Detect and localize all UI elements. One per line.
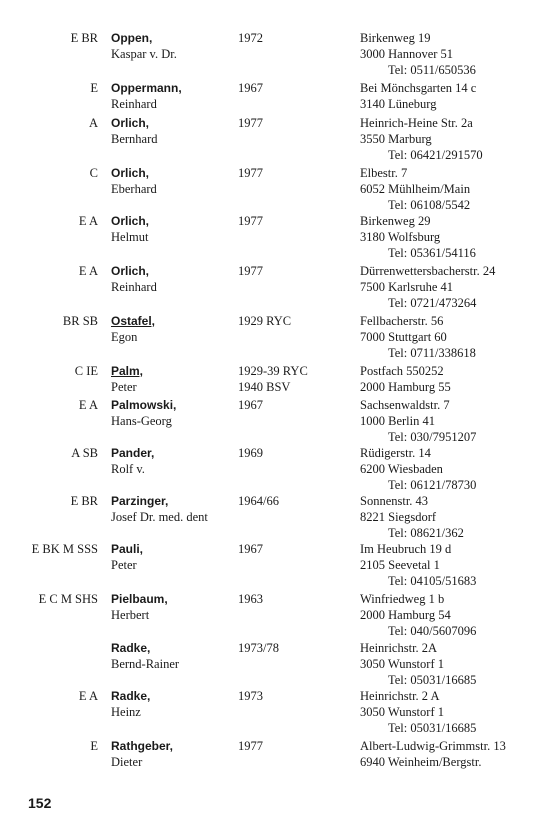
directory-entry [0, 165, 545, 212]
address [360, 80, 476, 112]
surname: Palmowski, [111, 398, 177, 412]
membership-codes: E [90, 81, 98, 95]
address-line: 2105 Seevetal 1 [360, 558, 440, 572]
address-line: 3050 Wunstorf 1 [360, 705, 444, 719]
member-name [111, 591, 168, 623]
address-line: 1000 Berlin 41 [360, 414, 435, 428]
member-name [111, 80, 182, 112]
directory-entry [0, 30, 545, 77]
given-name: Rolf v. [111, 462, 145, 476]
address [360, 397, 476, 445]
member-name [111, 213, 149, 245]
year-line: 1929 RYC [238, 314, 292, 328]
telephone: Tel: 05361/54116 [388, 246, 476, 260]
given-name: Heinz [111, 705, 141, 719]
address [360, 688, 476, 736]
address [360, 313, 476, 361]
address-line: Rüdigerstr. 14 [360, 446, 431, 460]
membership-codes: E BK M SSS [31, 542, 98, 556]
given-name: Hans-Georg [111, 414, 172, 428]
address-line: Dürrenwettersbacherstr. 24 [360, 264, 496, 278]
address [360, 640, 476, 688]
address [360, 165, 470, 213]
address-line: Sonnenstr. 43 [360, 494, 429, 508]
year-line: 1973/78 [238, 641, 279, 655]
given-name: Kaspar v. Dr. [111, 47, 177, 61]
given-name: Egon [111, 330, 138, 344]
address-line: 6200 Wiesbaden [360, 462, 443, 476]
membership-codes: A [88, 116, 98, 130]
address-line: 3000 Hannover 51 [360, 47, 454, 61]
address-line: Sachsenwaldstr. 7 [360, 398, 450, 412]
directory-entry [0, 363, 545, 394]
membership-years [238, 640, 279, 656]
given-name: Bernd-Rainer [111, 657, 180, 671]
surname: Pauli, [111, 542, 144, 556]
address [360, 213, 476, 261]
year-line: 1940 BSV [238, 380, 291, 394]
membership-years [238, 591, 263, 607]
membership-codes: E [90, 739, 98, 753]
telephone: Tel: 06121/78730 [388, 478, 477, 492]
year-line: 1929-39 RYC [238, 364, 308, 378]
surname: Orlich, [111, 116, 150, 130]
surname: Parzinger, [111, 494, 169, 508]
telephone: Tel: 05031/16685 [388, 673, 477, 687]
surname: Radke, [111, 641, 151, 655]
given-name: Peter [111, 380, 137, 394]
member-name [111, 313, 155, 345]
given-name: Helmut [111, 230, 149, 244]
directory-entry [0, 213, 545, 260]
address-line: Birkenweg 29 [360, 214, 431, 228]
address [360, 738, 506, 770]
year-line: 1972 [238, 31, 263, 45]
membership-years [238, 313, 291, 329]
address-line: Winfriedweg 1 b [360, 592, 445, 606]
membership-codes: E BR [70, 494, 98, 508]
membership-years [238, 541, 263, 557]
page-number: 152 [28, 795, 52, 811]
membership-codes: A SB [71, 446, 98, 460]
telephone: Tel: 04105/51683 [388, 574, 477, 588]
membership-codes: E C M SHS [38, 592, 98, 606]
given-name: Reinhard [111, 97, 157, 111]
directory-entry [0, 313, 545, 360]
given-name: Herbert [111, 608, 150, 622]
membership-years [238, 397, 263, 413]
address [360, 445, 476, 493]
address-line: 2000 Hamburg 54 [360, 608, 451, 622]
surname: Orlich, [111, 264, 150, 278]
year-line: 1967 [238, 398, 263, 412]
surname: Oppermann, [111, 81, 182, 95]
membership-codes: E A [78, 214, 98, 228]
membership-codes: E BR [70, 31, 98, 45]
membership-codes: E A [78, 398, 98, 412]
membership-codes: E A [78, 264, 98, 278]
membership-years [238, 263, 263, 279]
directory-entry [0, 541, 545, 588]
member-name [111, 640, 179, 672]
given-name: Bernhard [111, 132, 158, 146]
given-name: Josef Dr. med. dent [111, 510, 208, 524]
membership-years [238, 115, 263, 131]
membership-codes: C [89, 166, 98, 180]
year-line: 1977 [238, 264, 263, 278]
surname: Oppen, [111, 31, 153, 45]
address-line: Elbestr. 7 [360, 166, 408, 180]
telephone: Tel: 0511/650536 [388, 63, 476, 77]
address [360, 30, 476, 78]
given-name: Peter [111, 558, 137, 572]
address-line: Heinrichstr. 2 A [360, 689, 440, 703]
year-line: 1967 [238, 81, 263, 95]
address-line: 7500 Karlsruhe 41 [360, 280, 454, 294]
member-name [111, 363, 143, 395]
surname: Orlich, [111, 166, 150, 180]
member-name [111, 115, 158, 147]
given-name: Reinhard [111, 280, 157, 294]
surname: Orlich, [111, 214, 150, 228]
telephone: Tel: 0721/473264 [388, 296, 477, 310]
address-line: 8221 Siegsdorf [360, 510, 437, 524]
member-name [111, 263, 157, 295]
address-line: 3140 Lüneburg [360, 97, 437, 111]
address-line: Birkenweg 19 [360, 31, 431, 45]
year-line: 1973 [238, 689, 263, 703]
surname: Ostafel, [111, 314, 156, 328]
address-line: 3550 Marburg [360, 132, 432, 146]
address-line: Heinrich-Heine Str. 2a [360, 116, 473, 130]
address-line: 7000 Stuttgart 60 [360, 330, 447, 344]
membership-years [238, 445, 263, 461]
telephone: Tel: 06421/291570 [388, 148, 483, 162]
address-line: 2000 Hamburg 55 [360, 380, 451, 394]
telephone: Tel: 05031/16685 [388, 721, 477, 735]
telephone: Tel: 06108/5542 [388, 198, 471, 212]
membership-years [238, 165, 263, 181]
year-line: 1977 [238, 739, 263, 753]
directory-entry [0, 738, 545, 769]
member-name [111, 541, 143, 573]
address [360, 363, 451, 395]
address-line: 6052 Mühlheim/Main [360, 182, 471, 196]
directory-entry [0, 640, 545, 687]
address-line: Postfach 550252 [360, 364, 444, 378]
year-line: 1977 [238, 166, 263, 180]
address-line: Heinrichstr. 2A [360, 641, 438, 655]
member-name [111, 688, 150, 720]
year-line: 1977 [238, 214, 263, 228]
membership-years [238, 30, 263, 46]
address [360, 263, 495, 311]
surname: Palm, [111, 364, 144, 378]
address [360, 493, 464, 541]
directory-entry [0, 115, 545, 162]
address-line: Im Heubruch 19 d [360, 542, 452, 556]
given-name: Dieter [111, 755, 143, 769]
address-line: Albert-Ludwig-Grimmstr. 13 [360, 739, 506, 753]
address [360, 541, 476, 589]
membership-years [238, 363, 308, 395]
member-name [111, 445, 154, 477]
membership-years [238, 688, 263, 704]
membership-years [238, 738, 263, 754]
member-name [111, 738, 173, 770]
directory-entry [0, 80, 545, 111]
telephone: Tel: 0711/338618 [388, 346, 476, 360]
membership-codes: E A [78, 689, 98, 703]
membership-codes: BR SB [62, 314, 98, 328]
year-line: 1967 [238, 542, 263, 556]
telephone: Tel: 08621/362 [388, 526, 464, 540]
given-name: Eberhard [111, 182, 157, 196]
address-line: 3180 Wolfsburg [360, 230, 441, 244]
year-line: 1969 [238, 446, 263, 460]
membership-years [238, 493, 279, 509]
directory-entry [0, 591, 545, 638]
member-name [111, 30, 177, 62]
surname: Rathgeber, [111, 739, 174, 753]
member-name [111, 397, 176, 429]
surname: Pielbaum, [111, 592, 168, 606]
directory-entry [0, 263, 545, 310]
address-line: Bei Mönchsgarten 14 c [360, 81, 477, 95]
directory-entry [0, 445, 545, 492]
member-name [111, 165, 157, 197]
membership-years [238, 213, 263, 229]
address [360, 115, 483, 163]
membership-years [238, 80, 263, 96]
membership-codes: C IE [74, 364, 98, 378]
telephone: Tel: 030/7951207 [388, 430, 477, 444]
telephone: Tel: 040/5607096 [388, 624, 477, 638]
year-line: 1964/66 [238, 494, 279, 508]
address-line: 3050 Wunstorf 1 [360, 657, 444, 671]
directory-entry [0, 397, 545, 444]
member-name [111, 493, 208, 525]
address [360, 591, 476, 639]
year-line: 1963 [238, 592, 263, 606]
year-line: 1977 [238, 116, 263, 130]
directory-entry [0, 688, 545, 735]
surname: Radke, [111, 689, 151, 703]
address-line: Fellbacherstr. 56 [360, 314, 444, 328]
directory-entry [0, 493, 545, 540]
surname: Pander, [111, 446, 155, 460]
address-line: 6940 Weinheim/Bergstr. [360, 755, 482, 769]
